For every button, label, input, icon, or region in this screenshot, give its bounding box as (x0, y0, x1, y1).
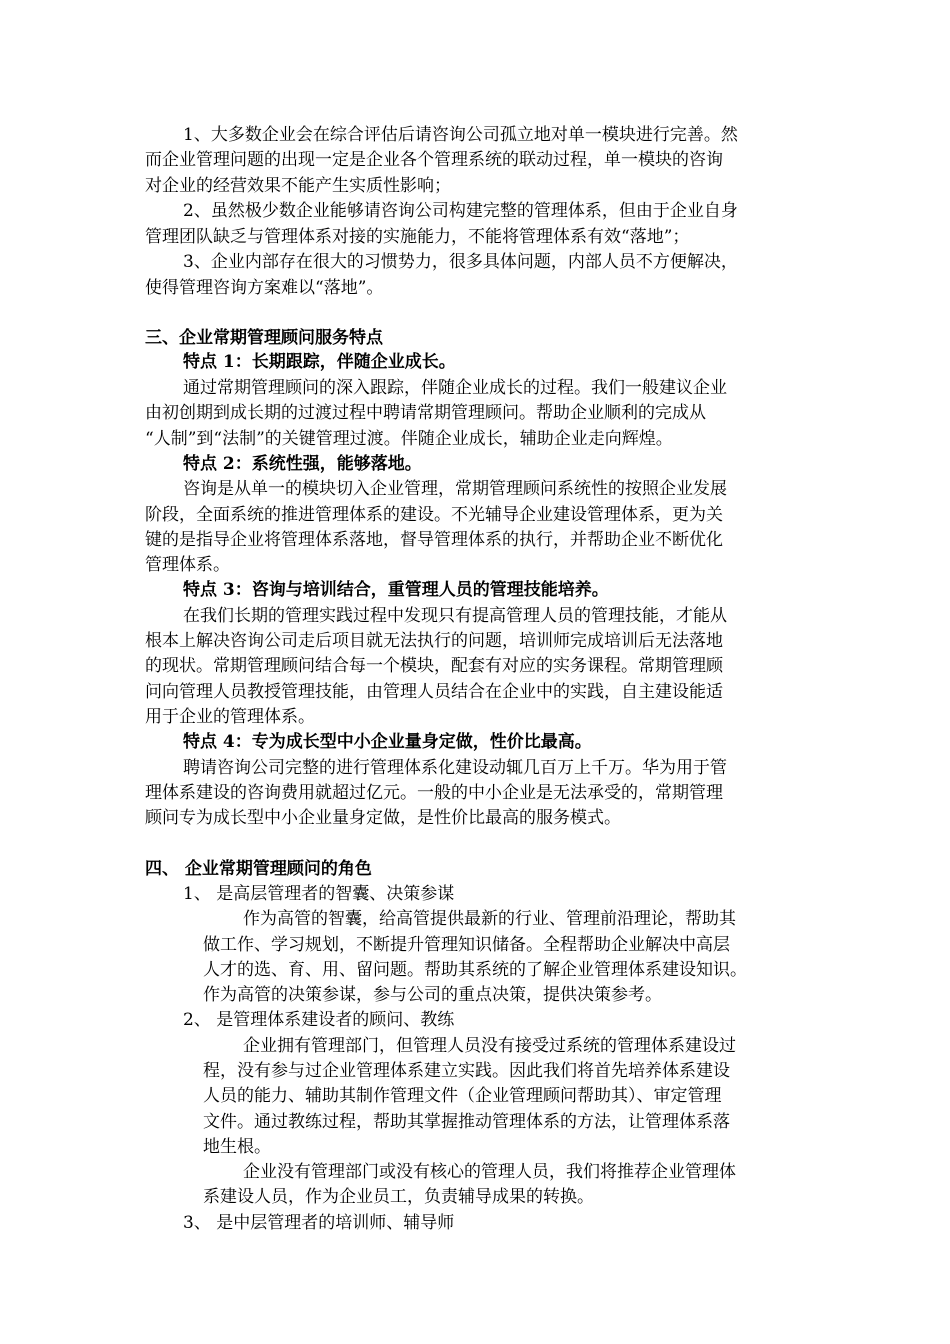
feature4-line: 聘请咨询公司完整的进行管理体系化建设动辄几百万上千万。华为用于管 (183, 758, 727, 778)
section3-heading: 三、企业常期管理顾问服务特点 (145, 328, 383, 348)
role2-line: 程，没有参与过企业管理体系建立实践。因此我们将首先培养体系建设 (203, 1061, 730, 1081)
intro-line: 使得管理咨询方案难以“落地”。 (145, 278, 384, 298)
role2-line: 系建设人员，作为企业员工，负责辅导成果的转换。 (203, 1187, 594, 1207)
feature3-line: 的现状。常期管理顾问结合每一个模块，配套有对应的实务课程。常期管理顾 (145, 656, 723, 676)
feature2-line: 管理体系。 (145, 555, 230, 575)
role2-line: 企业拥有管理部门，但管理人员没有接受过系统的管理体系建设过 (243, 1036, 736, 1056)
feature3-line: 用于企业的管理体系。 (145, 707, 315, 727)
feature1-line: “人制”到“法制”的关键管理过渡。伴随企业成长，辅助企业走向辉煌。 (145, 429, 673, 449)
section4-heading: 四、 企业常期管理顾问的角色 (145, 859, 372, 879)
intro-line: 3、企业内部存在很大的习惯势力，很多具体问题，内部人员不方便解决， (183, 252, 738, 272)
feature2-line: 阶段，全面系统的推进管理体系的建设。不光辅导企业建设管理体系，更为关 (145, 505, 723, 525)
intro-line: 而企业管理问题的出现一定是企业各个管理系统的联动过程，单一模块的咨询 (145, 150, 723, 170)
role3-title: 3、 是中层管理者的培训师、辅导师 (183, 1213, 455, 1233)
feature4-line: 顾问专为成长型中小企业量身定做，是性价比最高的服务模式。 (145, 808, 621, 828)
role1-line: 作为高管的智囊，给高管提供最新的行业、管理前沿理论，帮助其 (243, 909, 736, 929)
feature3-line: 在我们长期的管理实践过程中发现只有提高管理人员的管理技能，才能从 (183, 606, 727, 626)
feature2-title: 特点 2：系统性强，能够落地。 (183, 454, 422, 474)
intro-line: 管理团队缺乏与管理体系对接的实施能力，不能将管理体系有效“落地”； (145, 227, 690, 247)
role2-line: 企业没有管理部门或没有核心的管理人员，我们将推荐企业管理体 (243, 1162, 736, 1182)
feature3-title: 特点 3：咨询与培训结合，重管理人员的管理技能培养。 (183, 580, 609, 600)
role1-line: 做工作、学习规划，不断提升管理知识储备。全程帮助企业解决中高层 (203, 935, 730, 955)
feature2-line: 咨询是从单一的模块切入企业管理，常期管理顾问系统性的按照企业发展 (183, 479, 727, 499)
intro-line: 2、虽然极少数企业能够请咨询公司构建完整的管理体系，但由于企业自身 (183, 201, 738, 221)
feature1-line: 通过常期管理顾问的深入跟踪，伴随企业成长的过程。我们一般建议企业 (183, 378, 727, 398)
feature3-line: 问向管理人员教授管理技能，由管理人员结合在企业中的实践，自主建设能适 (145, 682, 723, 702)
feature4-line: 理体系建设的咨询费用就超过亿元。一般的中小企业是无法承受的，常期管理 (145, 783, 723, 803)
role2-line: 文件。通过教练过程，帮助其掌握推动管理体系的方法，让管理体系落 (203, 1112, 730, 1132)
role1-line: 人才的选、育、用、留问题。帮助其系统的了解企业管理体系建设知识。 (203, 960, 747, 980)
role2-line: 人员的能力、辅助其制作管理文件（企业管理顾问帮助其）、审定管理 (203, 1086, 722, 1106)
feature3-line: 根本上解决咨询公司走后项目就无法执行的问题，培训师完成培训后无法落地 (145, 631, 723, 651)
feature1-title: 特点 1：长期跟踪，伴随企业成长。 (183, 352, 456, 372)
feature4-title: 特点 4：专为成长型中小企业量身定做，性价比最高。 (183, 732, 592, 752)
role1-line: 作为高管的决策参谋，参与公司的重点决策，提供决策参考。 (203, 985, 662, 1005)
role2-title: 2、 是管理体系建设者的顾问、教练 (183, 1010, 455, 1030)
intro-line: 1、大多数企业会在综合评估后请咨询公司孤立地对单一模块进行完善。然 (183, 125, 738, 145)
role2-line: 地生根。 (203, 1137, 271, 1157)
intro-line: 对企业的经营效果不能产生实质性影响； (145, 176, 451, 196)
feature1-line: 由初创期到成长期的过渡过程中聘请常期管理顾问。帮助企业顺利的完成从 (145, 403, 706, 423)
feature2-line: 键的是指导企业将管理体系落地，督导管理体系的执行，并帮助企业不断优化 (145, 530, 723, 550)
role1-title: 1、 是高层管理者的智囊、决策参谋 (183, 884, 455, 904)
